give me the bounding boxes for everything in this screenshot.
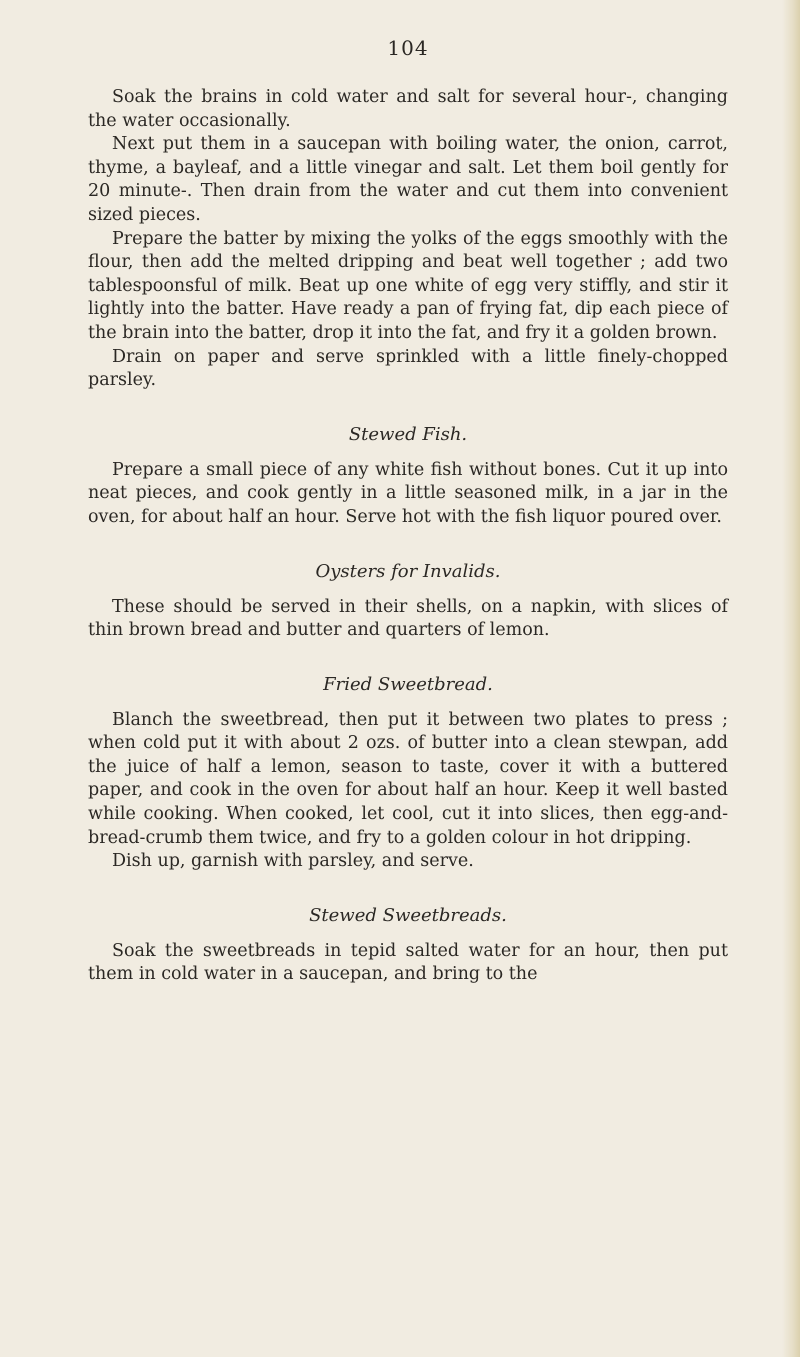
section-title: Stewed Sweetbreads. bbox=[309, 904, 507, 926]
section-stewed-fish bbox=[88, 423, 728, 530]
section-title: Fried Sweetbread. bbox=[323, 673, 493, 695]
paragraph: Soak the sweetbreads in tepid salted water for an hour, then put them in cold water in a saucepan, and bring to the bbox=[88, 940, 728, 985]
section-title: Oysters for Invalids. bbox=[315, 560, 501, 582]
paragraph: Drain on paper and serve sprinkled with a little finely-chopped parsley. bbox=[88, 346, 728, 391]
paragraph: Prepare a small piece of any white fish without bones. Cut it up into neat pieces, and cook gently in a little seasoned milk, in a jar in the oven, for about half an hour. Serve hot with the fish liquor poured over. bbox=[88, 459, 728, 527]
paragraph: These should be served in their shells, on a napkin, with slices of thin brown bread and butter and quarters of lemon. bbox=[88, 596, 728, 641]
section-oysters bbox=[88, 560, 728, 643]
section-stewed-sweetbreads bbox=[88, 904, 728, 987]
paragraph: Blanch the sweetbread, then put it between two plates to press ; when cold put it with about 2 ozs. of butter into a clean stewpan, add the juice of half a lemon, season to taste, cover it with a buttered paper, and cook in the oven for about half an hour. Keep it well basted while cooking. When cooked, let cool, cut it into slices, then egg-and-bread-crumb them twice, and fry to a golden colour in hot dripping. bbox=[88, 709, 728, 848]
section-brains bbox=[88, 86, 728, 393]
paragraph: Soak the brains in cold water and salt for several hour-, changing the water occasionally. bbox=[88, 87, 728, 131]
paragraph: Next put them in a saucepan with boiling water, the onion, carrot, thyme, a bayleaf, and a little vinegar and salt. Let them boil gently for 20 minute-. Then drain from the water and cut them into convenient sized pieces. bbox=[88, 134, 728, 225]
paragraph: Prepare the batter by mixing the yolks of the eggs smoothly with the flour, then add the melted dripping and beat well together ; add two tablespoonsful of milk. Beat up one white of egg very stiffly, and stir it lightly into the batter. Have ready a pan of frying fat, dip each piece of the brain into the batter, drop it into the fat, and fry it a golden brown. bbox=[88, 228, 728, 343]
page-edge-shadow bbox=[782, 0, 800, 1357]
paragraph: Dish up, garnish with parsley, and serve. bbox=[112, 851, 474, 872]
page-number: 104 bbox=[387, 36, 429, 60]
section-title: Stewed Fish. bbox=[348, 423, 468, 445]
section-fried-sweetbread bbox=[88, 673, 728, 874]
